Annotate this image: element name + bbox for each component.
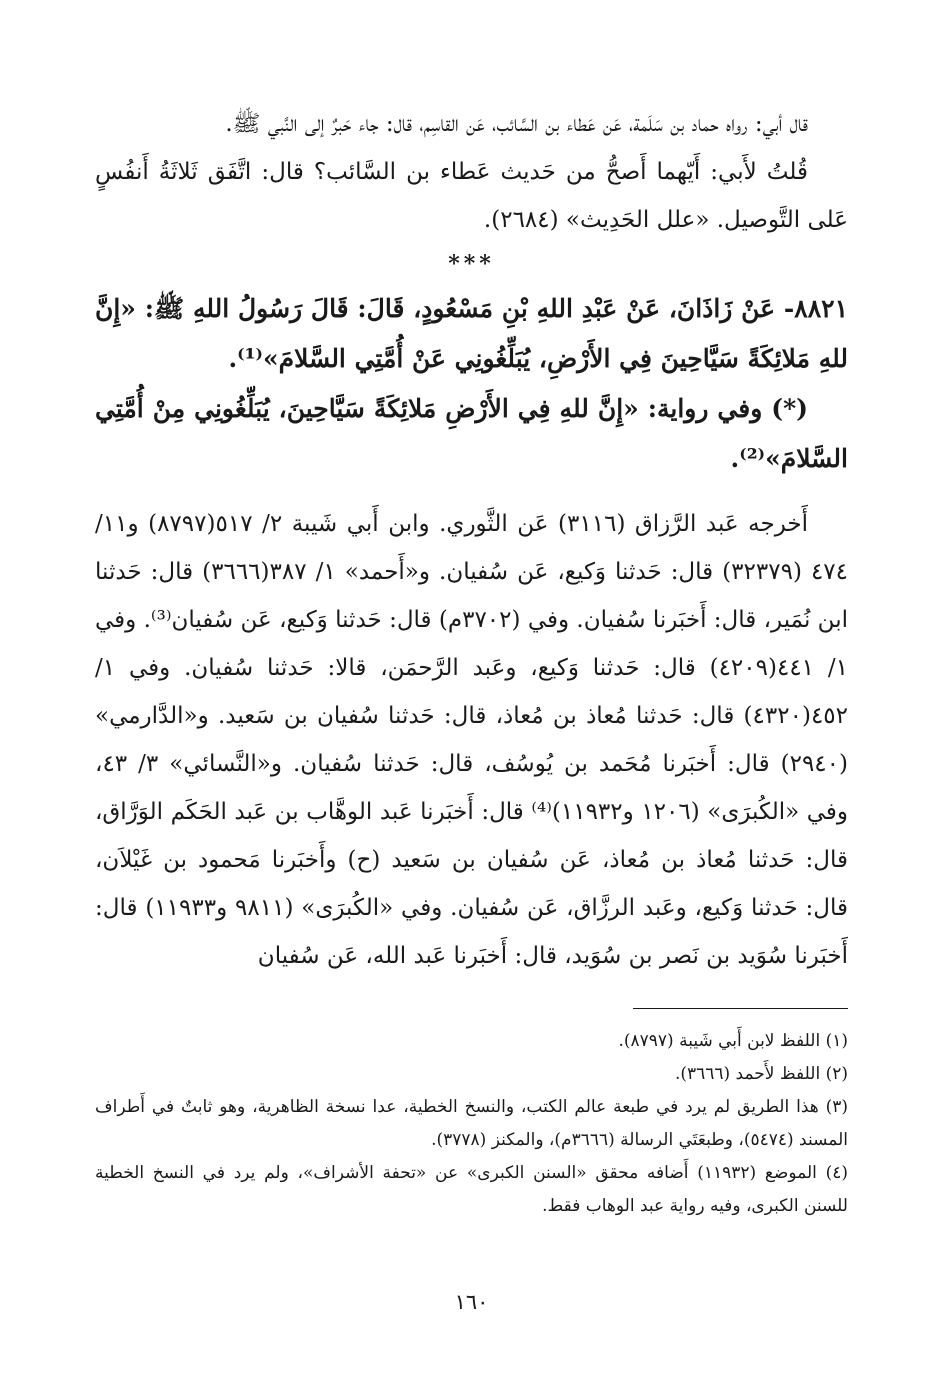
hadith-main-text: ٨٨٢١- عَنْ زَاذَانَ، عَنْ عَبْدِ اللهِ بْنِ مَسْعُودٍ، قَالَ: قَالَ رَسُولُ اللهِ ﷺ: «إِنَّ للهِ مَلائِكَةً سَيَّاحِينَ فِي الأَرْضِ، يُبَلِّغُونِي عَنْ أُمَّتِي السَّلامَ»⁽¹⁾.: [95, 294, 848, 373]
hadith-variant-text: (*) وفي رواية: «إِنَّ للهِ فِي الأَرْضِ مَلائِكَةً سَيَّاحِينَ، يُبَلِّغُونِي مِنْ أُمَّتِي السَّلامَ»⁽²⁾.: [95, 394, 848, 473]
footnote-4: (٤) الموضع (١١٩٣٢) أَضافه محقق «السنن الكبرى» عن «تحفة الأشراف»، ولم يرد في النسخ الخطية للسنن الكبرى، وفيه رواية عبد الوهاب فقط.: [95, 1163, 848, 1216]
footnote-divider: [633, 1008, 848, 1009]
footnote-3: (٣) هذا الطريق لم يرد في طبعة عالم الكتب، والنسخ الخطية، عدا نسخة الظاهرية، وهو ثابتٌ في أَطراف المسند (٥٤٧٤)، وطبعَتَي الرسالة (٣٦٦٦م)، والمكنز (٣٧٧٨).: [95, 1097, 848, 1150]
paragraph-abi-quote: قال أبي: رواه حماد بن سَلَمة، عَن عَطاء بن السَّائب، عَن القاسِم، قال: جاء حَبرٌ إلى النَّبي ﷺ.: [225, 111, 808, 137]
paragraph-question: قُلتُ لأَبي: أَيّهما أَصحُّ من حَديث عَطاء بن السَّائب؟ قال: اتَّفَق ثَلاثَةُ أَنفُسٍ عَلى التَّوصيل. «علل الحَدِيث» (٢٦٨٤).: [95, 159, 848, 233]
footnote-2: (٢) اللفظ لأَحمد (٣٦٦٦).: [674, 1064, 848, 1084]
footnote-1: (١) اللفظ لابن أَبي شَيبة (٨٧٩٧).: [618, 1031, 848, 1051]
section-separator: ***: [448, 251, 495, 277]
page-number: ١٦٠: [454, 1290, 489, 1314]
takhrij-paragraph: أَخرجه عَبد الرَّزاق (٣١١٦) عَن الثَّوري. وابن أَبي شَيبة ٢/ ٥١٧(٨٧٩٧) و١١/ ٤٧٤ (٣٢٣٧٩) قال: حَدثنا وَكيع، عَن سُفيان. و«أَحمد» ١/ ٣٨٧(٣٦٦٦) قال: حَدثنا ابن نُمَير، قال: أَخبَرنا سُفيان. وفي (٣٧٠٢م) قال: حَدثنا وَكيع، عَن سُفيان⁽³⁾. وفي ١/ ٤٤١(٤٢٠٩) قال: حَدثنا وَكيع، وعَبد الرَّحمَن، قالا: حَدثنا سُفيان. وفي ١/ ٤٥٢(٤٣٢٠) قال: حَدثنا مُعاذ بن مُعاذ، قال: حَدثنا سُفيان بن سَعيد. و«الدَّارمي» (٢٩٤٠) قال: أَخبَرنا مُحَمد بن يُوسُف، قال: حَدثنا سُفيان. و«النَّسائي» ٣/ ٤٣، وفي «الكُبرَى» (١٢٠٦ و١١٩٣٢)⁽⁴⁾ قال: أَخبَرنا عَبد الوهَّاب بن عَبد الحَكَم الوَرَّاق، قال: حَدثنا مُعاذ بن مُعاذ، عَن سُفيان بن سَعيد (ح) وأَخبَرنا مَحمود بن غَيْلاَن، قال: حَدثنا وَكيع، وعَبد الرزَّاق، عَن سُفيان. وفي «الكُبرَى» (٩٨١١ و١١٩٣٣) قال: أَخبَرنا سُوَيد بن نَصر بن سُوَيد، قال: أَخبَرنا عَبد الله، عَن سُفيان: [95, 511, 849, 969]
